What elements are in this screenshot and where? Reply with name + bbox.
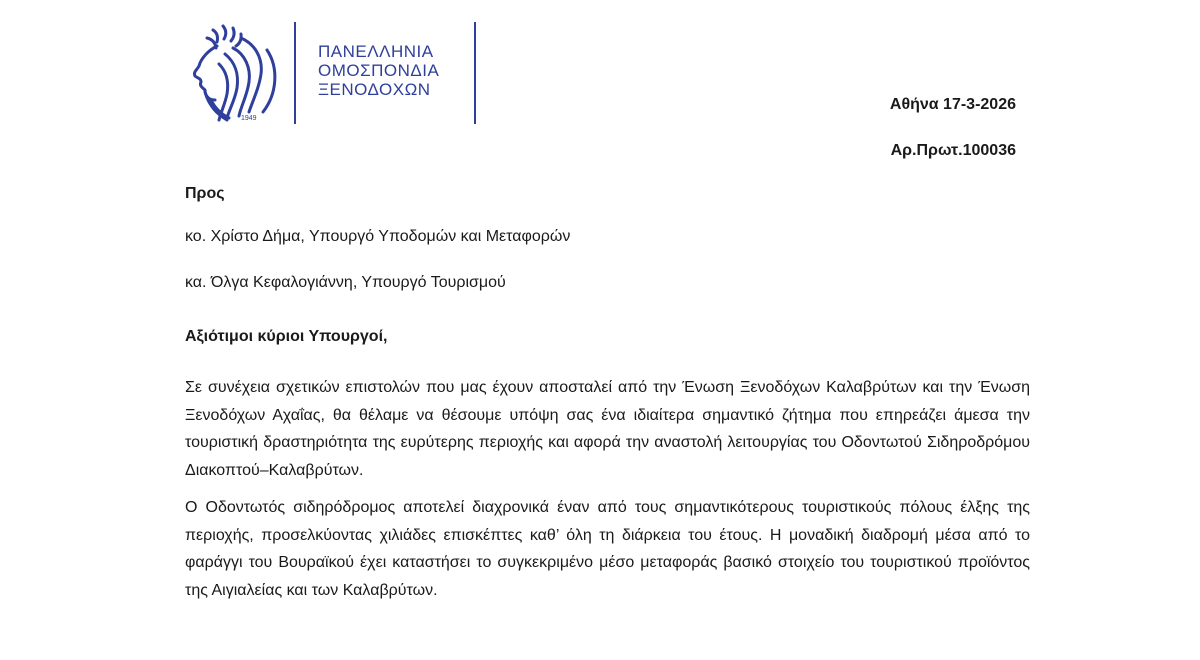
organization-logo — [183, 20, 283, 124]
letter-body — [185, 374, 1030, 604]
recipient-item: κα. Όλγα Κεφαλογιάννη, Υπουργό Τουρισμού — [185, 274, 506, 291]
logo-year: 1949 — [241, 115, 257, 122]
letter-meta — [890, 94, 1016, 162]
profile-head-logo-icon — [183, 20, 283, 124]
letter-date: Αθήνα 17-3-2026 — [889, 96, 1016, 113]
organization-name-line-1: ΠΑΝΕΛΛΗΝΙΑ — [318, 42, 434, 61]
logo-divider-left — [294, 22, 296, 124]
body-paragraph: Σε συνέχεια σχετικών επιστολών που μας έχουν αποσταλεί από την Ένωση Ξενοδόχων Καλαβρύτων και την Ένωση Ξενοδόχων Αχαΐας, θα θέλαμε να θέσουμε υπόψη σας ένα ιδιαίτερα σημαντικό ζήτημα που επηρεάζει άμεσα την τουριστική δραστηριότητα της ευρύτερης περιοχής και αφορά την αναστολή λειτουργίας του Οδοντωτού Σιδηροδρόμου Διακοπτού–Καλαβρύτων. — [185, 379, 1030, 479]
recipients-list — [185, 226, 570, 318]
organization-name-line-2: ΟΜΟΣΠΟΝΔΙΑ — [318, 61, 440, 80]
to-label: Προς — [185, 185, 225, 202]
organization-name-line-3: ΞΕΝΟΔΟΧΩΝ — [318, 80, 431, 99]
logo-divider-right — [474, 22, 476, 124]
organization-name — [318, 42, 468, 99]
salutation: Αξιότιμοι κύριοι Υπουργοί, — [185, 328, 388, 345]
protocol-number: Αρ.Πρωτ.100036 — [890, 142, 1016, 159]
body-paragraph: Ο Οδοντωτός σιδηρόδρομος αποτελεί διαχρονικά έναν από τους σημαντικότερους τουριστικούς πόλους έλξης της περιοχής, προσελκύοντας χιλιάδες επισκέπτες καθ’ όλη τη διάρκεια του έτους. Η μοναδική διαδρομή μέσα από το φαράγγι του Βουραϊκού έχει καταστήσει το συγκεκριμένο μέσο μεταφοράς βασικό στοιχείο του τουριστικού προϊόντος της Αιγιαλείας και των Καλαβρύτων. — [185, 499, 1030, 599]
recipient-item: κο. Χρίστο Δήμα, Υπουργό Υποδομών και Μεταφορών — [185, 228, 571, 245]
